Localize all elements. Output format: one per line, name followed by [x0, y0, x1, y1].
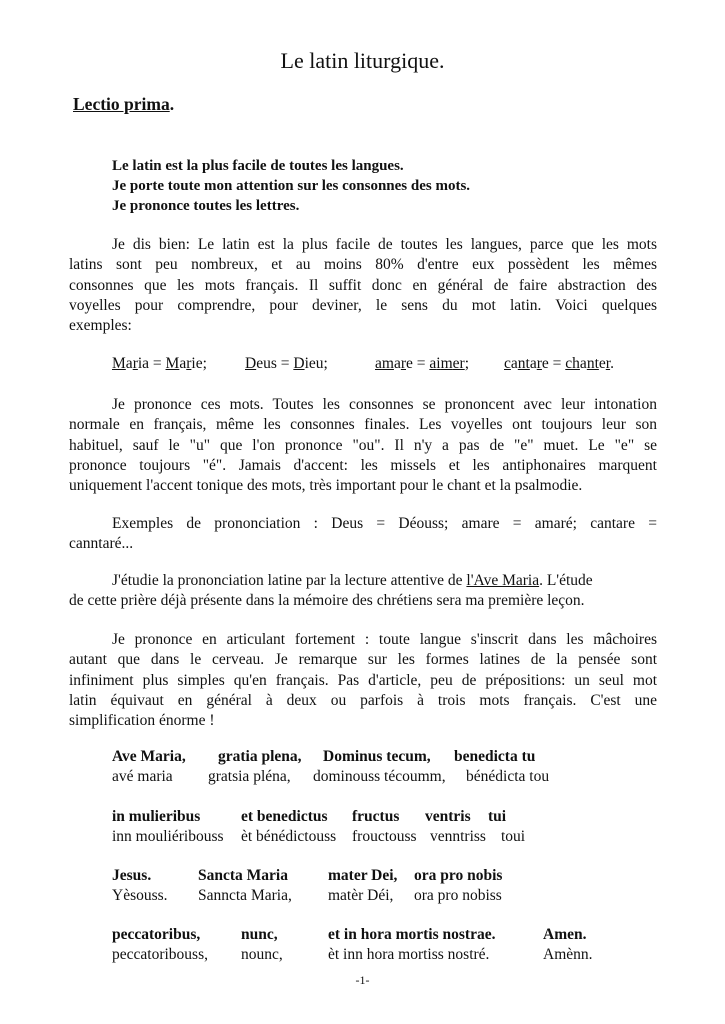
prayer-pronunciation: nounc, [241, 946, 283, 963]
rule-2: Je porte toute mon attention sur les consonnes des mots. [112, 178, 471, 194]
prayer-pronunciation: toui [501, 828, 526, 845]
page-number: -1- [355, 973, 370, 987]
prayer-pronunciation: venntriss [430, 828, 486, 845]
prayer-pronunciation: Yèsouss. [112, 887, 168, 904]
section-heading [73, 94, 174, 115]
consonant: r [536, 355, 542, 372]
prayer-pronunciation: bénédicta tou [466, 768, 550, 785]
consonant: nt [586, 355, 599, 372]
paragraph-5-line: simplification énorme ! [69, 712, 215, 730]
paragraph-4-line: de cette prière déjà présente dans la mémoire des chrétiens sera ma première leçon. [69, 592, 585, 610]
prayer-pronunciation: èt inn hora mortiss nostré. [328, 946, 490, 963]
vowel: a [510, 355, 518, 372]
paragraph-2-line: normale en français, même les consonnes finales. Les voyelles ont toujours leur son [69, 416, 657, 434]
vowel: a [429, 355, 437, 372]
consonant: r [186, 355, 192, 372]
section-heading-period: . [169, 94, 175, 114]
consonant: r [400, 355, 406, 372]
paragraph-1-line: Je dis bien: Le latin est la plus facile de toutes les langues, parce que les mots [112, 236, 657, 253]
paragraph-2-line: Je prononce ces mots. Toutes les consonnes se prononcent avec leur intonation [112, 396, 657, 413]
consonant: M [165, 355, 180, 372]
prayer-latin: fructus [352, 808, 400, 825]
consonant: m [440, 355, 453, 372]
consonant: r [459, 355, 465, 372]
vowel: i [436, 355, 441, 372]
paragraph-1 [69, 235, 657, 336]
prayer-pronunciation: dominouss técoumm, [313, 768, 446, 785]
paragraph-5-line: infiniment plus simples qu'en français. Pas d'article, peu de prépositions: un seul mot [69, 671, 657, 689]
page-title: Le latin liturgique. [280, 48, 445, 73]
text: e = [406, 355, 430, 372]
paragraph-2 [69, 395, 657, 496]
vowel: e [598, 355, 606, 372]
consonant: D [245, 355, 257, 372]
paragraph-1-line: latins sont peu nombreux, et au moins 80% d'entre eux possèdent les mêmes [69, 256, 657, 274]
prayer-pronunciation: ora pro nobiss [414, 887, 502, 904]
prayer-pronunciation: avé maria [112, 768, 173, 785]
consonant: c [504, 355, 511, 372]
prayer-pronunciation: Sanncta Maria, [198, 887, 292, 904]
text: ia = [137, 355, 166, 372]
prayer-latin: benedicta tu [454, 748, 536, 765]
prayer-latin: Sancta Maria [198, 867, 288, 884]
paragraph-3-line: Exemples de prononciation : Deus = Déouss; amare = amaré; cantare = [112, 515, 657, 532]
text: eus = [256, 355, 294, 372]
consonant: r [132, 355, 138, 372]
example-deus [245, 355, 328, 373]
prayer-latin: ora pro nobis [414, 867, 503, 884]
prayer-latin: ventris [425, 808, 471, 825]
prayer-latin: et in hora mortis nostrae. [328, 926, 496, 943]
consonant: ch [565, 355, 580, 372]
paragraph-3 [69, 514, 657, 555]
prayer-pronunciation: inn mouliéribouss [112, 828, 224, 845]
text: . [610, 355, 614, 372]
example-cantare [504, 355, 614, 373]
consonant: am [375, 355, 394, 372]
prayer-latin: gratia plena, [218, 748, 302, 765]
paragraph-2-line: prononce toujours "é". Jamais d'accent: les missels et les antiphonaires marquent [69, 456, 657, 474]
vowel: a [393, 355, 401, 372]
consonant: r [605, 355, 611, 372]
vowel: e [452, 355, 460, 372]
prayer-latin: nunc, [241, 926, 278, 943]
prayer-latin: Dominus tecum, [323, 748, 431, 765]
rule-3: Je prononce toutes les lettres. [112, 198, 300, 214]
paragraph-3-line: canntaré... [69, 535, 134, 553]
prayer-latin: in mulieribus [112, 808, 201, 825]
paragraph-1-line: voyelles pour comprendre, pour deviner, le sens du mot latin. Voici quelques [69, 296, 657, 314]
vowel: a [179, 355, 187, 372]
prayer-pronunciation: Amènn. [543, 946, 593, 963]
paragraph-4 [69, 571, 657, 612]
paragraph-2-line: habituel, sauf le "u" que l'on prononce "ou". Il n'y a pas de "e" muet. Le "e" se [69, 436, 657, 454]
paragraph-2-line: uniquement l'accent tonique des mots, très important pour le chant et la psalmodie. [69, 477, 583, 495]
rule-1: Le latin est la plus facile de toutes les langues. [112, 158, 404, 174]
example-maria [112, 355, 207, 373]
prayer-pronunciation: matèr Déi, [328, 887, 394, 904]
paragraph-4-text: J'étudie la prononciation latine par la lecture attentive de [112, 572, 467, 589]
vowel: a [579, 355, 587, 372]
prayer-latin: Jesus. [112, 867, 152, 884]
paragraph-4-line [69, 571, 657, 591]
prayer-pronunciation: peccatoribouss, [112, 946, 208, 963]
paragraph-5 [69, 630, 657, 731]
consonant: nt [517, 355, 530, 372]
consonant: M [112, 355, 126, 372]
paragraph-5-line: autant que dans le cerveau. Je remarque sur les formes latines de la pensée sont [69, 651, 657, 669]
prayer-latin: peccatoribus, [112, 926, 201, 943]
paragraph-5-line: latin équivaut en général à deux ou parfois à trois mots français. C'est une [69, 691, 657, 709]
paragraph-4-text: . L'étude [539, 572, 593, 589]
ave-maria-link: l'Ave Maria [466, 572, 540, 589]
prayer-latin: Ave Maria, [112, 748, 186, 765]
text: e = [541, 355, 566, 372]
paragraph-5-line: Je prononce en articulant fortement : toute langue s'inscrit dans les mâchoires [112, 631, 657, 648]
paragraph-1-line: exemples: [69, 317, 132, 335]
prayer-pronunciation: èt bénédictouss [241, 828, 337, 845]
paragraph-1-line: consonnes que les mots français. Il suffit donc en général de faire abstraction des [69, 276, 657, 294]
text: ; [464, 355, 470, 372]
example-amare [375, 355, 469, 373]
prayer-pronunciation: gratsia pléna, [208, 768, 291, 785]
vowel: a [125, 355, 133, 372]
vowel: a [529, 355, 537, 372]
prayer-latin: tui [488, 808, 507, 825]
section-heading-label: Lectio prima [73, 94, 170, 114]
consonant: D [293, 355, 305, 372]
text: ieu; [304, 355, 328, 372]
prayer-latin: Amen. [543, 926, 587, 943]
text: ie; [191, 355, 207, 372]
prayer-pronunciation: frouctouss [352, 828, 417, 845]
prayer-latin: et benedictus [241, 808, 328, 825]
prayer-latin: mater Dei, [328, 867, 398, 884]
